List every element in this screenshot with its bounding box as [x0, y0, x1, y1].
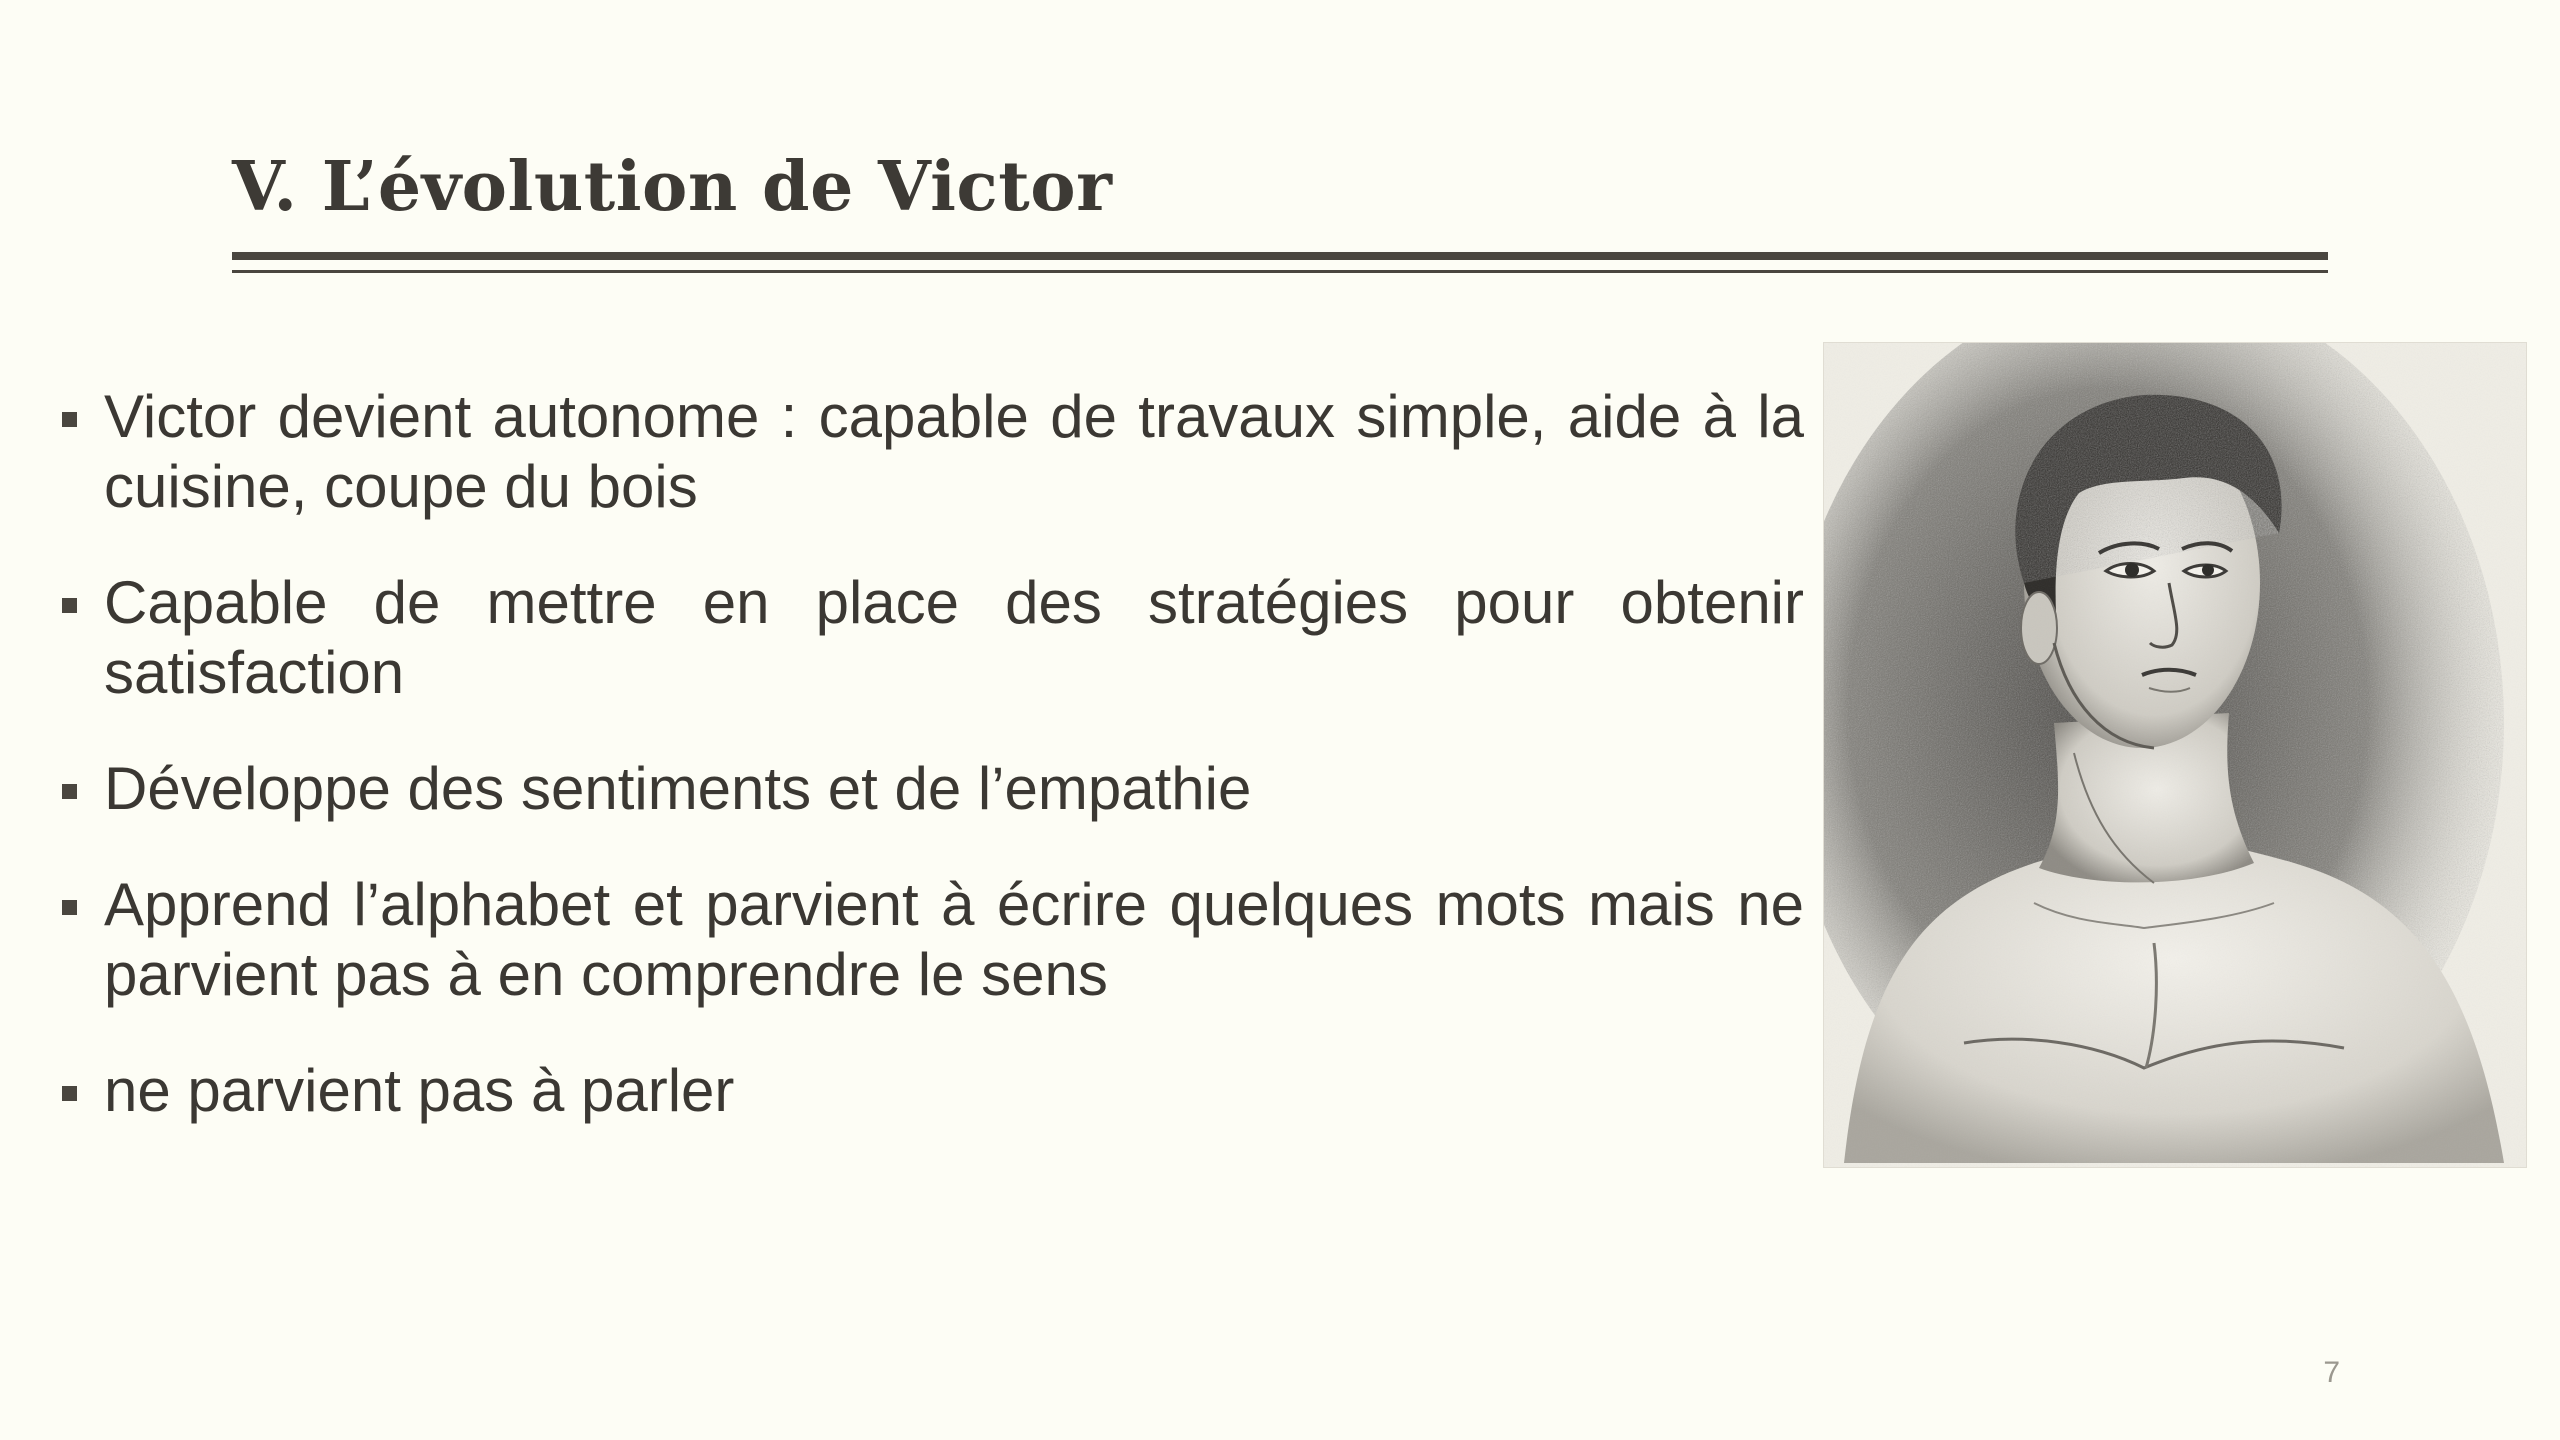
bullet-text: Capable de mettre en place des stratégies pour obtenir satisfaction: [104, 569, 1804, 706]
square-bullet-icon: [62, 784, 77, 799]
bullet-item: [58, 568, 1804, 708]
slide-title: V. L’évolution de Victor: [232, 147, 1113, 227]
bullet-text: Apprend l’alphabet et parvient à écrire quelques mots mais ne parvient pas à en comprendre le sens: [104, 871, 1804, 1008]
title-rule-thick: [232, 252, 2328, 260]
square-bullet-icon: [62, 1086, 77, 1101]
bullet-text: ne parvient pas à parler: [104, 1057, 735, 1124]
bullet-item: [58, 754, 1804, 824]
square-bullet-icon: [62, 598, 77, 613]
page-number: 7: [2323, 1356, 2340, 1389]
portrait-engraving-icon: [1824, 343, 2526, 1167]
bullet-text: Développe des sentiments et de l’empathie: [104, 755, 1252, 822]
square-bullet-icon: [62, 900, 77, 915]
bullet-item: [58, 870, 1804, 1010]
bullet-list: [58, 382, 1804, 1172]
bullet-item: [58, 382, 1804, 522]
portrait-engraving-image: [1823, 342, 2527, 1168]
title-rule-thin: [232, 270, 2328, 273]
square-bullet-icon: [62, 412, 77, 427]
bullet-text: Victor devient autonome : capable de travaux simple, aide à la cuisine, coupe du bois: [104, 383, 1804, 520]
bullet-item: [58, 1056, 1804, 1126]
